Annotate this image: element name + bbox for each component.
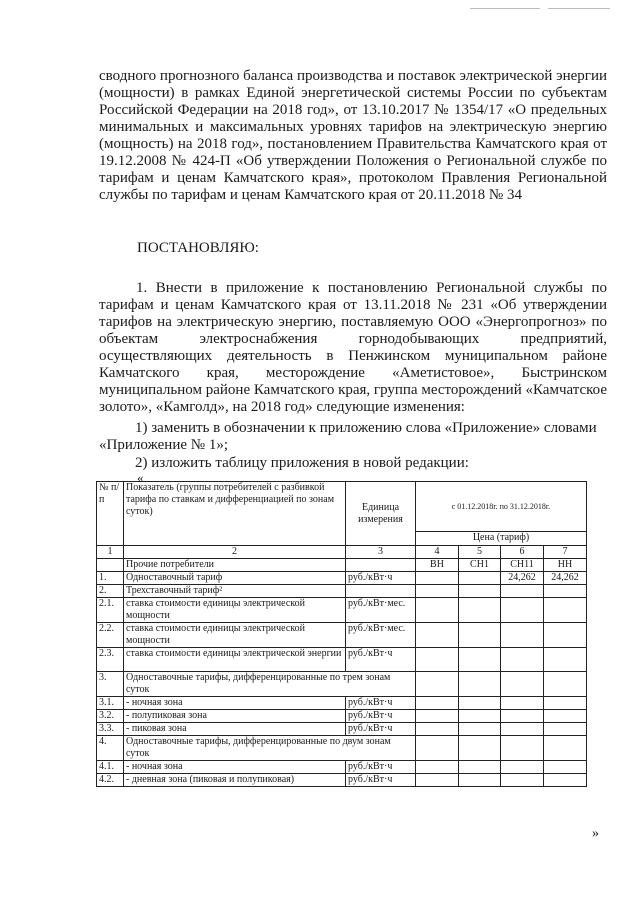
row-value [459, 710, 501, 723]
row-number: 2.1. [97, 598, 124, 623]
header-unit: Единица измерения [346, 482, 416, 546]
row-value [544, 623, 587, 648]
row-unit: руб./кВт·ч [346, 774, 416, 787]
row-value [501, 697, 544, 710]
row-value [544, 598, 587, 623]
row-value [544, 585, 587, 598]
row-name: Одноставочные тарифы, дифференцированные по трем зонам суток [124, 672, 416, 697]
column-number: 4 [416, 546, 459, 559]
row-unit: руб./кВт·ч [346, 572, 416, 585]
row-value [459, 736, 501, 761]
row-value [544, 710, 587, 723]
row-name: Одноставочный тариф [124, 572, 346, 585]
voltage-label: ВН [416, 559, 459, 572]
voltage-label: СН1 [459, 559, 501, 572]
group-label: Прочие потребители [124, 559, 346, 572]
row-value [501, 648, 544, 672]
row-value [544, 774, 587, 787]
row-value [501, 585, 544, 598]
header-indicator: Показатель (группы потребителей с разбивкой тарифа по ставкам и дифференциацией по зонам суток) [124, 482, 346, 546]
column-number: 2 [124, 546, 346, 559]
row-value [416, 585, 459, 598]
column-number: 5 [459, 546, 501, 559]
row-value [459, 697, 501, 710]
row-name: - дневная зона (пиковая и полупиковая) [124, 774, 346, 787]
row-value [416, 648, 459, 672]
row-number: 3.2. [97, 710, 124, 723]
row-number: 4.1. [97, 761, 124, 774]
row-name: - полупиковая зона [124, 710, 346, 723]
row-value [459, 672, 501, 697]
row-value: 24,262 [544, 572, 587, 585]
tariff-table [96, 481, 587, 787]
closing-quote: » [592, 826, 599, 841]
row-number: 3. [97, 672, 124, 697]
column-number: 3 [346, 546, 416, 559]
row-value [459, 723, 501, 736]
row-value [544, 697, 587, 710]
row-name: - ночная зона [124, 761, 346, 774]
column-number: 7 [544, 546, 587, 559]
row-value [459, 572, 501, 585]
subitem-1-line-2: «Приложение № 1»; [99, 437, 228, 453]
row-value [416, 572, 459, 585]
row-value [416, 672, 459, 697]
row-number: 2.3. [97, 648, 124, 672]
row-value [501, 598, 544, 623]
row-value [459, 648, 501, 672]
scan-mark [470, 8, 540, 9]
scan-mark [548, 8, 610, 9]
row-number: 3.1. [97, 697, 124, 710]
row-value [501, 774, 544, 787]
row-name: ставка стоимости единицы электрической энергии [124, 648, 346, 672]
header-number: № п/п [97, 482, 124, 546]
row-unit: руб./кВт·ч [346, 710, 416, 723]
voltage-label: СН11 [501, 559, 544, 572]
row-number: 2. [97, 585, 124, 598]
row-name: Трехставочный тариф² [124, 585, 346, 598]
header-period: с 01.12.2018г. по 31.12.2018г. [416, 482, 587, 532]
row-unit: руб./кВт·ч [346, 648, 416, 672]
row-name: Одноставочные тарифы, дифференцированные по двум зонам суток [124, 736, 416, 761]
row-value [416, 598, 459, 623]
column-number: 6 [501, 546, 544, 559]
row-value [459, 623, 501, 648]
row-value [416, 736, 459, 761]
opening-quote: « [137, 470, 144, 485]
row-value [501, 736, 544, 761]
row-name: - пиковая зона [124, 723, 346, 736]
row-number: 4. [97, 736, 124, 761]
row-unit [346, 585, 416, 598]
row-value [459, 774, 501, 787]
row-value [416, 623, 459, 648]
intro-paragraph: сводного прогнозного баланса производства и поставок электрической энергии (мощности) в рамках Единой энергетической системы России по субъектам Российской Федерации на 2018 год», от 13.10.2017 № 1354/17 «О предельных минимальных и максимальных уровнях тарифов на электрическую энергию (мощность) на 2018 год», постановлением Правительства Камчатского края от 19.12.2008 № 424-П «Об утверждении Положения о Региональной службе по тарифам и ценам Камчатского края», протоколом Правления Региональной службы по тарифам и ценам Камчатского края от 20.11.2018 № 34 [99, 68, 607, 203]
row-name: ставка стоимости единицы электрической мощности [124, 598, 346, 623]
resolution-heading: ПОСТАНОВЛЯЮ: [137, 240, 259, 256]
row-number: 1. [97, 572, 124, 585]
row-unit: руб./кВт·ч [346, 697, 416, 710]
row-name: - ночная зона [124, 697, 346, 710]
row-number: 4.2. [97, 774, 124, 787]
row-value [459, 598, 501, 623]
row-value [416, 710, 459, 723]
subitem-2: 2) изложить таблицу приложения в новой редакции: [135, 455, 469, 471]
row-unit: руб./кВт·ч [346, 761, 416, 774]
row-unit: руб./кВт·ч [346, 723, 416, 736]
row-value [501, 672, 544, 697]
row-value [416, 761, 459, 774]
row-value [544, 761, 587, 774]
row-value [544, 723, 587, 736]
row-value [459, 585, 501, 598]
row-number: 3.3. [97, 723, 124, 736]
row-value [416, 774, 459, 787]
row-unit: руб./кВт·мес. [346, 623, 416, 648]
row-unit: руб./кВт·мес. [346, 598, 416, 623]
row-value [544, 672, 587, 697]
item-1-paragraph: 1. Внести в приложение к постановлению Региональной службы по тарифам и ценам Камчатского края от 13.11.2018 № 231 «Об утверждении тарифов на электрическую энергию, поставляемую ООО «Энергопрогноз» по объектам электроснабжения горнодобывающих предприятий, осуществляющих деятельность в Пенжинском муниципальном районе Камчатского края, месторождение «Аметистовое», Быстринском муниципальном районе Камчатского края, группа месторождений «Камчатское золото», «Камголд», на 2018 год» следующие изменения: [99, 280, 608, 415]
column-number: 1 [97, 546, 124, 559]
row-value [501, 761, 544, 774]
row-value [544, 648, 587, 672]
row-value [544, 736, 587, 761]
row-value [459, 761, 501, 774]
subitem-1-line-1: 1) заменить в обозначении к приложению слова «Приложение» словами [135, 420, 597, 436]
row-value: 24,262 [501, 572, 544, 585]
row-number: 2.2. [97, 623, 124, 648]
row-value [416, 697, 459, 710]
row-name: ставка стоимости единицы электрической мощности [124, 623, 346, 648]
row-value [501, 623, 544, 648]
header-price: Цена (тариф) [416, 532, 587, 546]
row-value [501, 723, 544, 736]
voltage-label: НН [544, 559, 587, 572]
row-value [416, 723, 459, 736]
row-value [501, 710, 544, 723]
